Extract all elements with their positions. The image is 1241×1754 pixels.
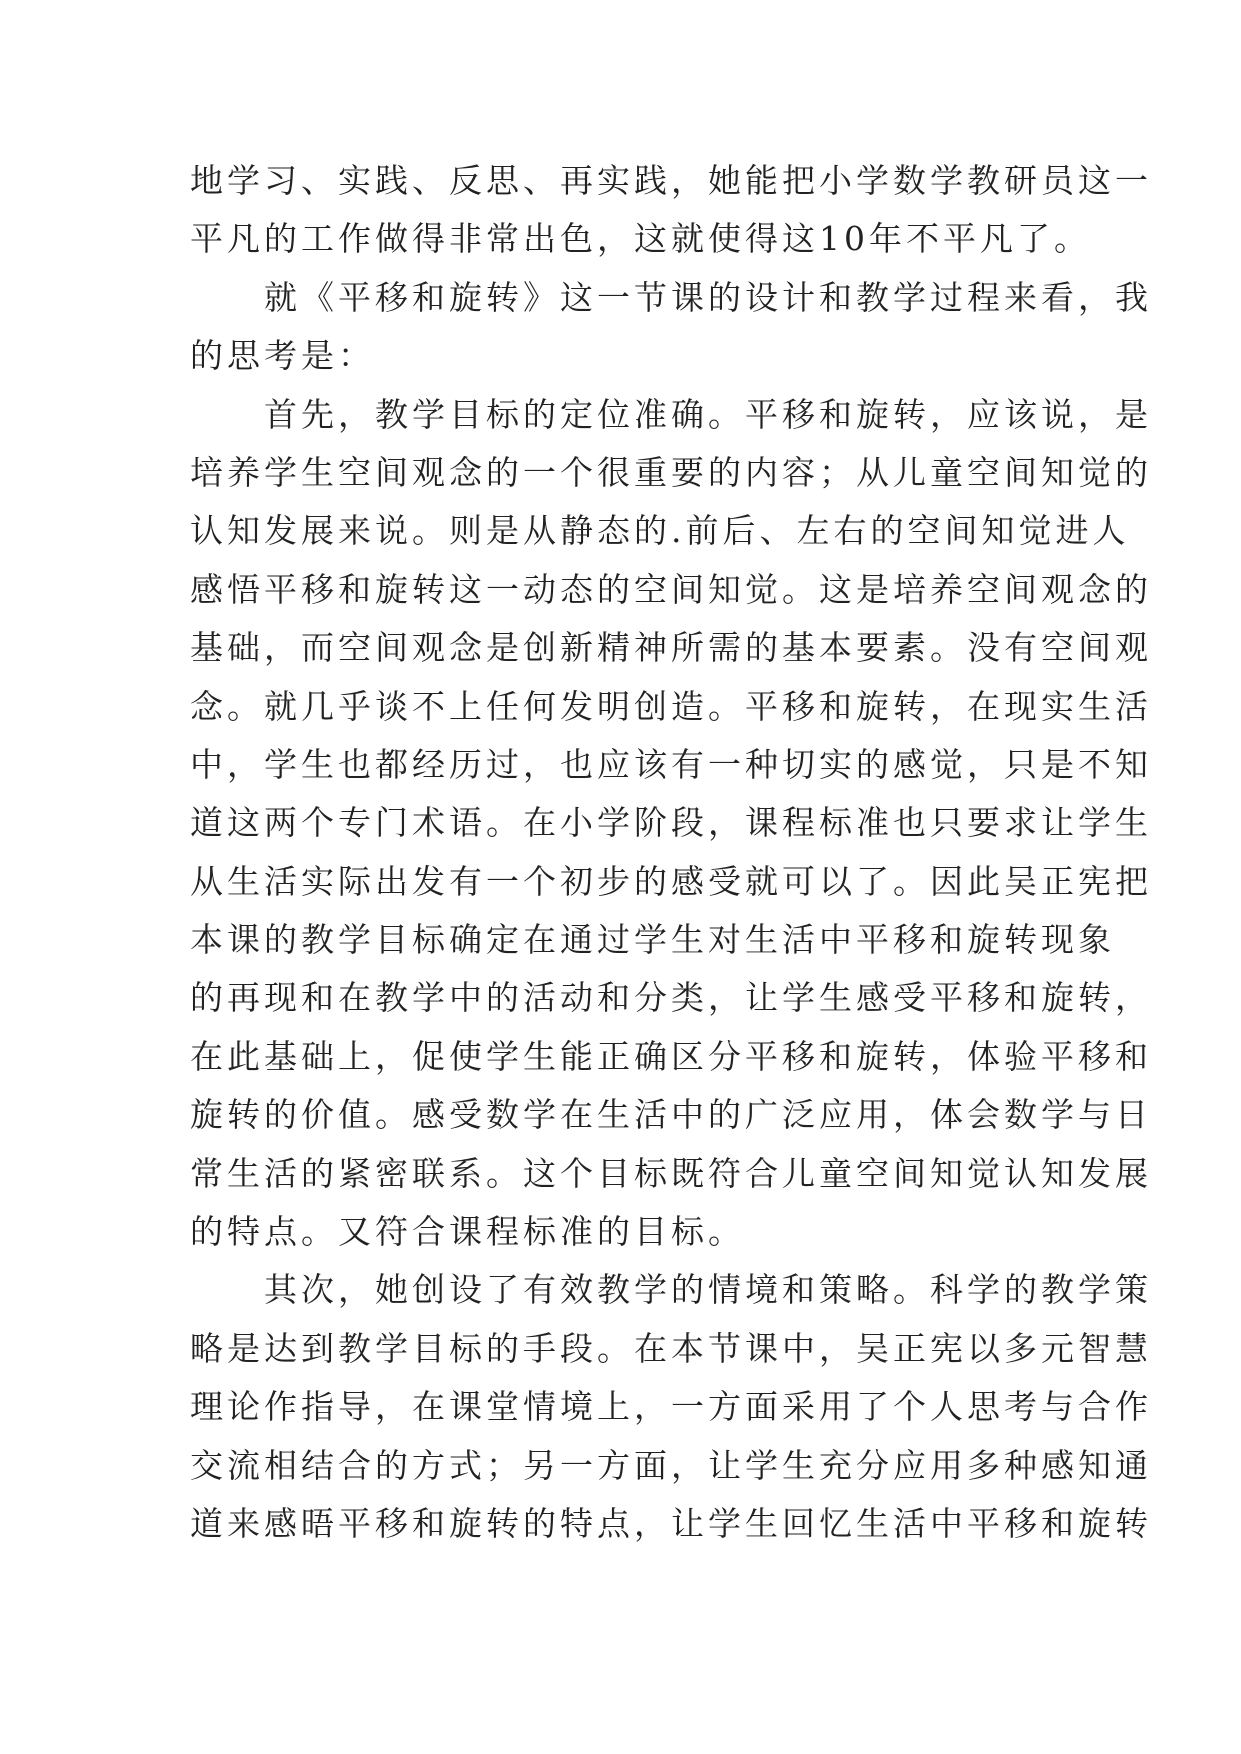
text-line: 其次，她创设了有效教学的情境和策略。科学的教学策 [190, 1270, 1152, 1310]
text-line: 交流相结合的方式；另一方面，让学生充分应用多种感知通 [190, 1445, 1152, 1485]
body-text [190, 152, 1152, 1553]
text-line: 就《平移和旋转》这一节课的设计和教学过程来看，我 [190, 277, 1152, 317]
text-line: 首先，教学目标的定位准确。平移和旋转，应该说，是 [190, 394, 1152, 434]
text-line: 常生活的紧密联系。这个目标既符合儿童空间知觉认知发展 [190, 1153, 1152, 1193]
text-line: 旋转的价值。感受数学在生活中的广泛应用，体会数学与日 [190, 1095, 1152, 1135]
text-line: 基础，而空间观念是创新精神所需的基本要素。没有空间观 [190, 628, 1152, 668]
text-line: 地学习、实践、反思、再实践，她能把小学数学教研员这一 [190, 161, 1152, 200]
text-line: 道来感晤平移和旋转的特点，让学生回忆生活中平移和旋转 [190, 1503, 1152, 1543]
text-line: 感悟平移和旋转这一动态的空间知觉。这是培养空间观念的 [190, 569, 1152, 609]
text-line: 的特点。又符合课程标准的目标。 [190, 1212, 745, 1252]
text-line: 平凡的工作做得非常出色，这就使得这10年不平凡了。 [190, 219, 1091, 259]
text-line: 认知发展来说。则是从静态的.前后、左右的空间知觉进人 [190, 511, 1130, 551]
text-line: 培养学生空间观念的一个很重要的内容；从儿童空间知觉的 [190, 452, 1152, 492]
text-line: 在此基础上，促使学生能正确区分平移和旋转，体验平移和 [190, 1036, 1152, 1076]
text-line: 从生活实际出发有一个初步的感受就可以了。因此吴正宪把 [190, 861, 1152, 901]
text-line: 理论作指导，在课堂情境上，一方面采用了个人思考与合作 [190, 1387, 1152, 1427]
text-line: 本课的教学目标确定在通过学生对生活中平移和旋转现象 [190, 920, 1115, 960]
text-line: 中，学生也都经历过，也应该有一种切实的感觉，只是不知 [190, 744, 1152, 784]
text-line: 的再现和在教学中的活动和分类，让学生感受平移和旋转， [190, 978, 1152, 1018]
text-line: 道这两个专门术语。在小学阶段，课程标准也只要求让学生 [190, 803, 1152, 843]
text-line: 的思考是： [190, 336, 375, 376]
text-line: 略是达到教学目标的手段。在本节课中，吴正宪以多元智慧 [190, 1328, 1152, 1368]
text-line: 念。就几乎谈不上任何发明创造。平移和旋转，在现实生活 [190, 686, 1152, 726]
